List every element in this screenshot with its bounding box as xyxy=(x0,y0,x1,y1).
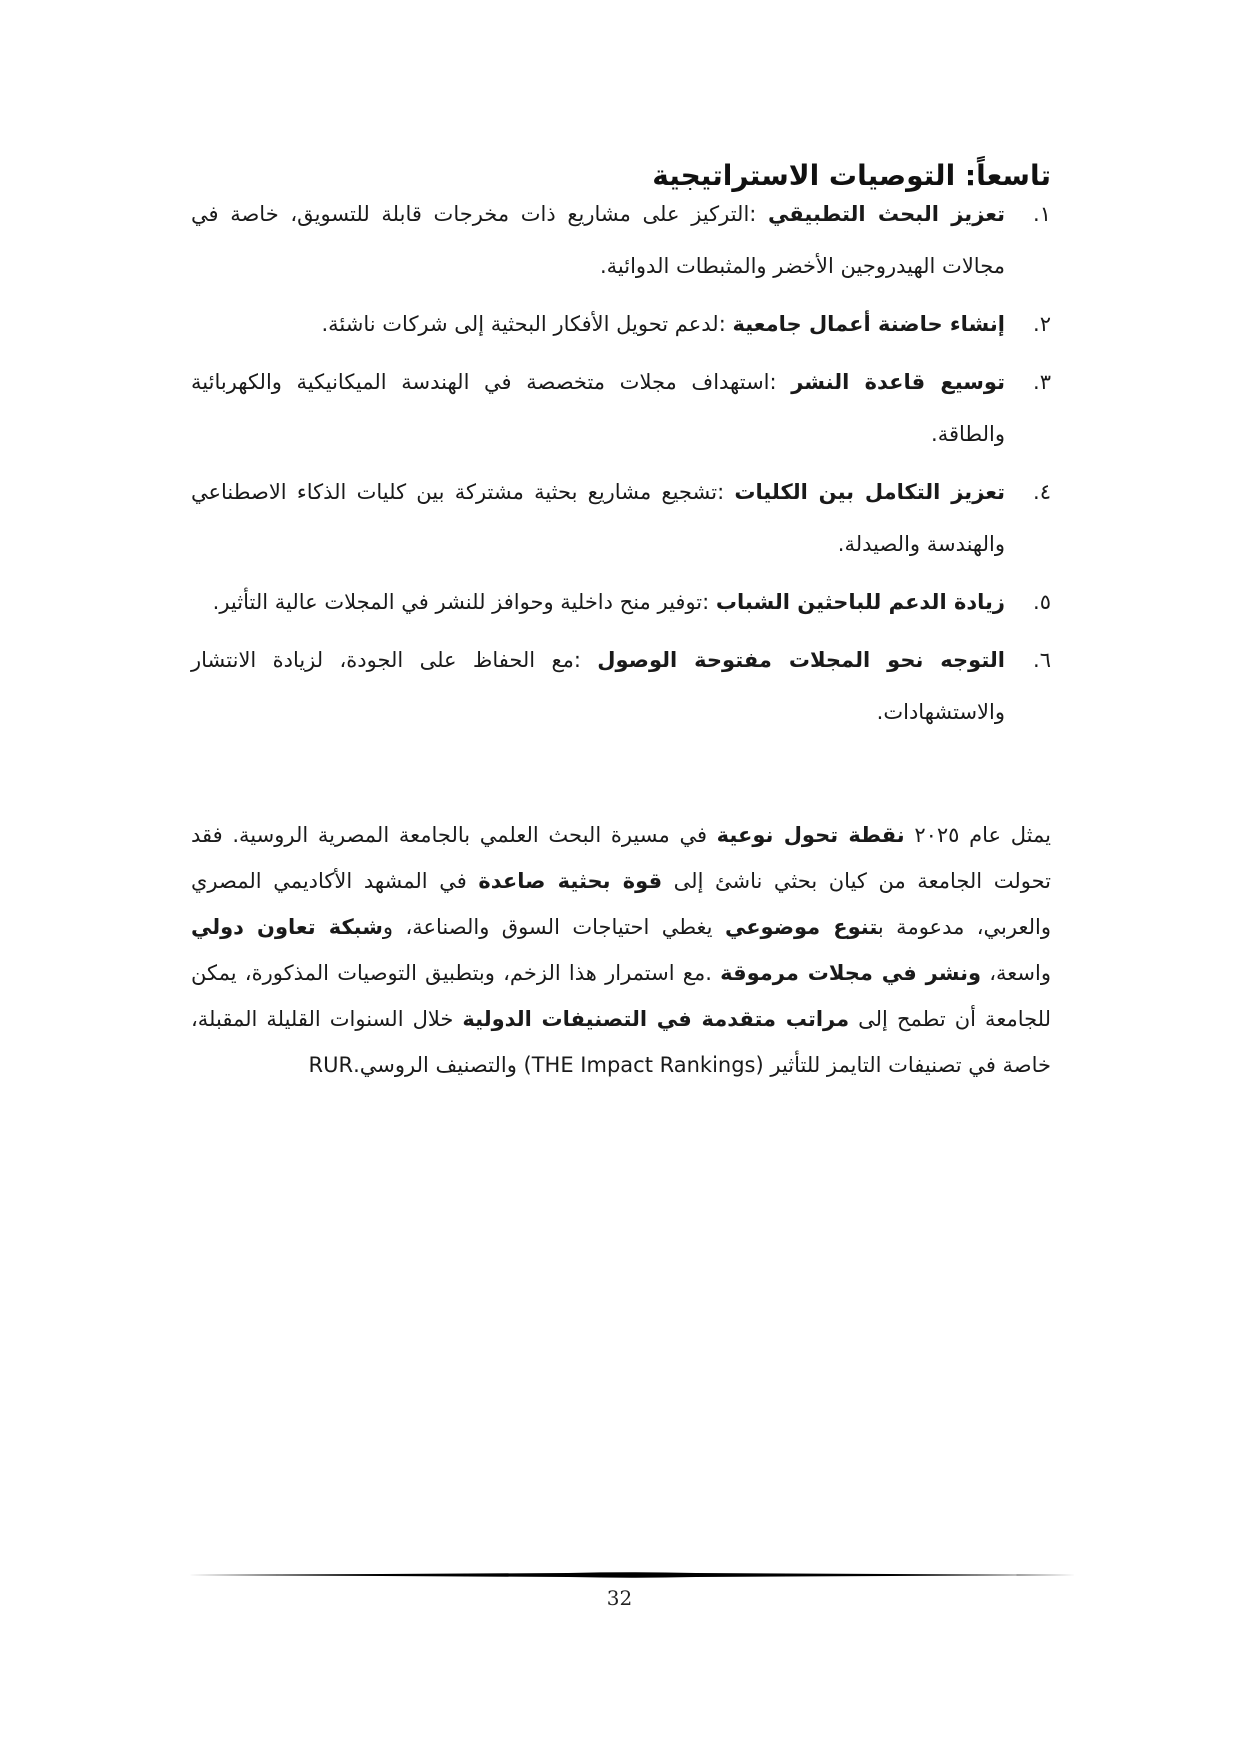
conclusion-emphasis: مراتب متقدمة في التصنيفات الدولية xyxy=(462,1007,850,1031)
list-item-text: :استهداف مجلات متخصصة في الهندسة الميكانيكية والكهربائية والطاقة. xyxy=(191,370,1005,446)
conclusion-text: واسعة، xyxy=(981,961,1051,985)
list-item-text: :مع الحفاظ على الجودة، لزيادة الانتشار والاستشهادات. xyxy=(191,648,1005,724)
list-item-title: تعزيز البحث التطبيقي xyxy=(768,202,1005,226)
list-item-title: زيادة الدعم للباحثين الشباب xyxy=(715,590,1005,614)
list-item xyxy=(191,298,1051,350)
list-item-body xyxy=(191,188,1005,292)
list-item-body xyxy=(191,298,1005,350)
list-item-text: :توفير منح داخلية وحوافز للنشر في المجلات عالية التأثير. xyxy=(212,590,716,614)
conclusion-text: خلال السنوات القليلة المقبلة، خاصة في تصنيفات التايمز للتأثير (THE Impact Rankings) والتصنيف الروسي.RUR xyxy=(191,1007,1051,1077)
conclusion-paragraph xyxy=(191,812,1051,1088)
list-item-text: :تشجيع مشاريع بحثية مشتركة بين كليات الذكاء الاصطناعي والهندسة والصيدلة. xyxy=(191,480,1005,556)
list-item-number: ٦. xyxy=(1033,648,1051,672)
conclusion-emphasis: تنوع موضوعي xyxy=(724,915,878,939)
list-item-text: :التركيز على مشاريع ذات مخرجات قابلة للتسويق، خاصة في مجالات الهيدروجين الأخضر والمثبطات الدوائية. xyxy=(191,202,1005,278)
list-item-number: ٤. xyxy=(1033,480,1051,504)
conclusion-text: يمثل عام ٢٠٢٥ xyxy=(904,823,1051,847)
page-number: 32 xyxy=(606,1586,633,1610)
footer-divider xyxy=(188,1571,1076,1580)
list-item xyxy=(191,356,1051,460)
list-item-number: ٥. xyxy=(1033,590,1051,614)
conclusion-text: .مع استمرار هذا الزخم، وبتطبيق التوصيات المذكورة، يمكن للجامعة أن تطمح إلى xyxy=(191,961,1051,1031)
conclusion-emphasis: قوة بحثية صاعدة xyxy=(478,869,663,893)
list-item-number: ٢. xyxy=(1033,312,1051,336)
conclusion-text: في مسيرة البحث العلمي بالجامعة المصرية الروسية. فقد تحولت الجامعة من كيان بحثي ناشئ إلى xyxy=(191,823,1051,893)
list-item-body xyxy=(191,634,1005,738)
recommendations-list xyxy=(191,188,1051,744)
list-item-body xyxy=(191,466,1005,570)
conclusion-emphasis: نقطة تحول نوعية xyxy=(716,823,905,847)
list-item xyxy=(191,576,1051,628)
list-item xyxy=(191,634,1051,738)
list-item-title: إنشاء حاضنة أعمال جامعية xyxy=(732,312,1005,336)
list-item-body xyxy=(191,576,1005,628)
conclusion-emphasis: شبكة تعاون دولي xyxy=(191,915,383,939)
list-item-number: ٣. xyxy=(1033,370,1051,394)
list-item-title: تعزيز التكامل بين الكليات xyxy=(734,480,1005,504)
list-item-title: التوجه نحو المجلات مفتوحة الوصول xyxy=(597,648,1005,672)
list-item xyxy=(191,466,1051,570)
conclusion-emphasis: ونشر في مجلات مرموقة xyxy=(720,961,982,985)
list-item-number: ١. xyxy=(1033,202,1051,226)
conclusion-text: في المشهد الأكاديمي المصري والعربي، مدعومة ب xyxy=(191,869,1051,939)
conclusion-text: يغطي احتياجات السوق والصناعة، و xyxy=(382,915,725,939)
section-heading: تاسعاً: التوصيات الاستراتيجية xyxy=(652,159,1051,192)
list-item-text: :لدعم تحويل الأفكار البحثية إلى شركات ناشئة. xyxy=(321,312,733,336)
list-item-body xyxy=(191,356,1005,460)
list-item-title: توسيع قاعدة النشر xyxy=(791,370,1005,394)
list-item xyxy=(191,188,1051,292)
